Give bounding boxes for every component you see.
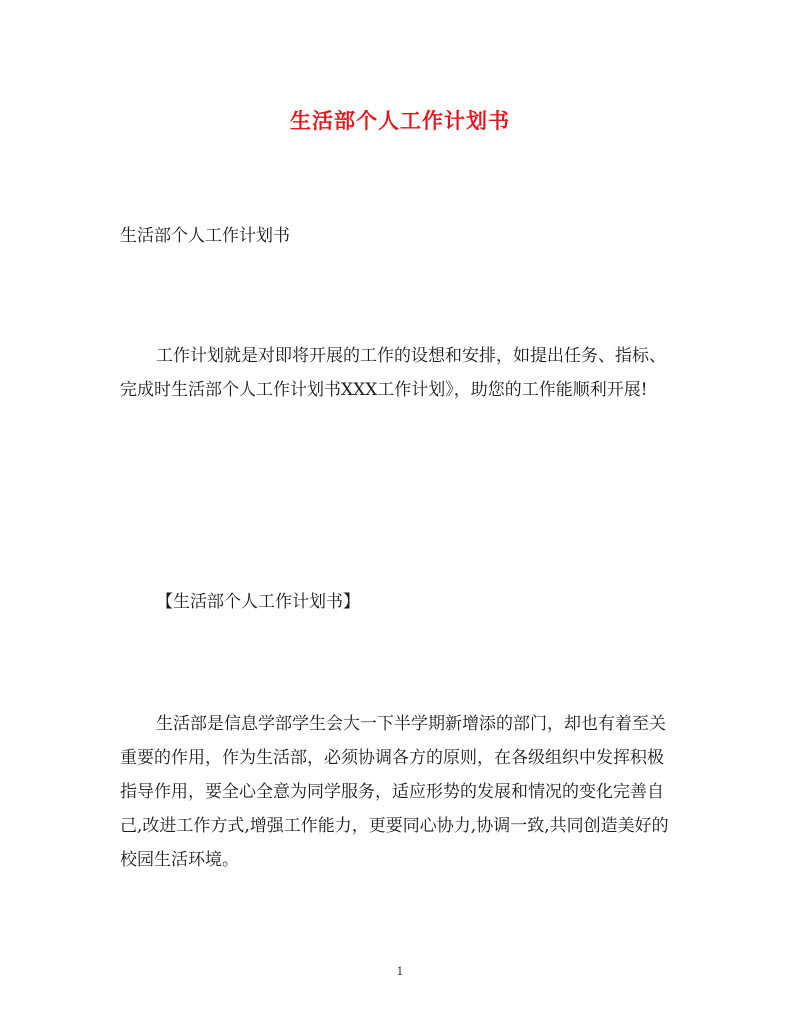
section-heading: 【生活部个人工作计划书】: [156, 592, 360, 612]
main-paragraph: 生活部是信息学部学生会大一下半学期新增添的部门，却也有着至关重要的作用，作为生活部，必须协调各方的原则，在各级组织中发挥积极指导作用，要全心全意为同学服务，适应形势的发展和情况的变化完善自己,改进工作方式,增强工作能力，更要同心协力,协调一致,共同创造美好的校园生活环境。: [120, 714, 669, 870]
document-subtitle: 生活部个人工作计划书: [120, 226, 290, 246]
document-title: 生活部个人工作计划书: [290, 108, 510, 133]
page-number: 1: [396, 965, 404, 978]
intro-paragraph: 工作计划就是对即将开展的工作的设想和安排，如提出任务、指标、完成时生活部个人工作计划书XXX工作计划》，助您的工作能顺利开展!: [120, 346, 666, 400]
